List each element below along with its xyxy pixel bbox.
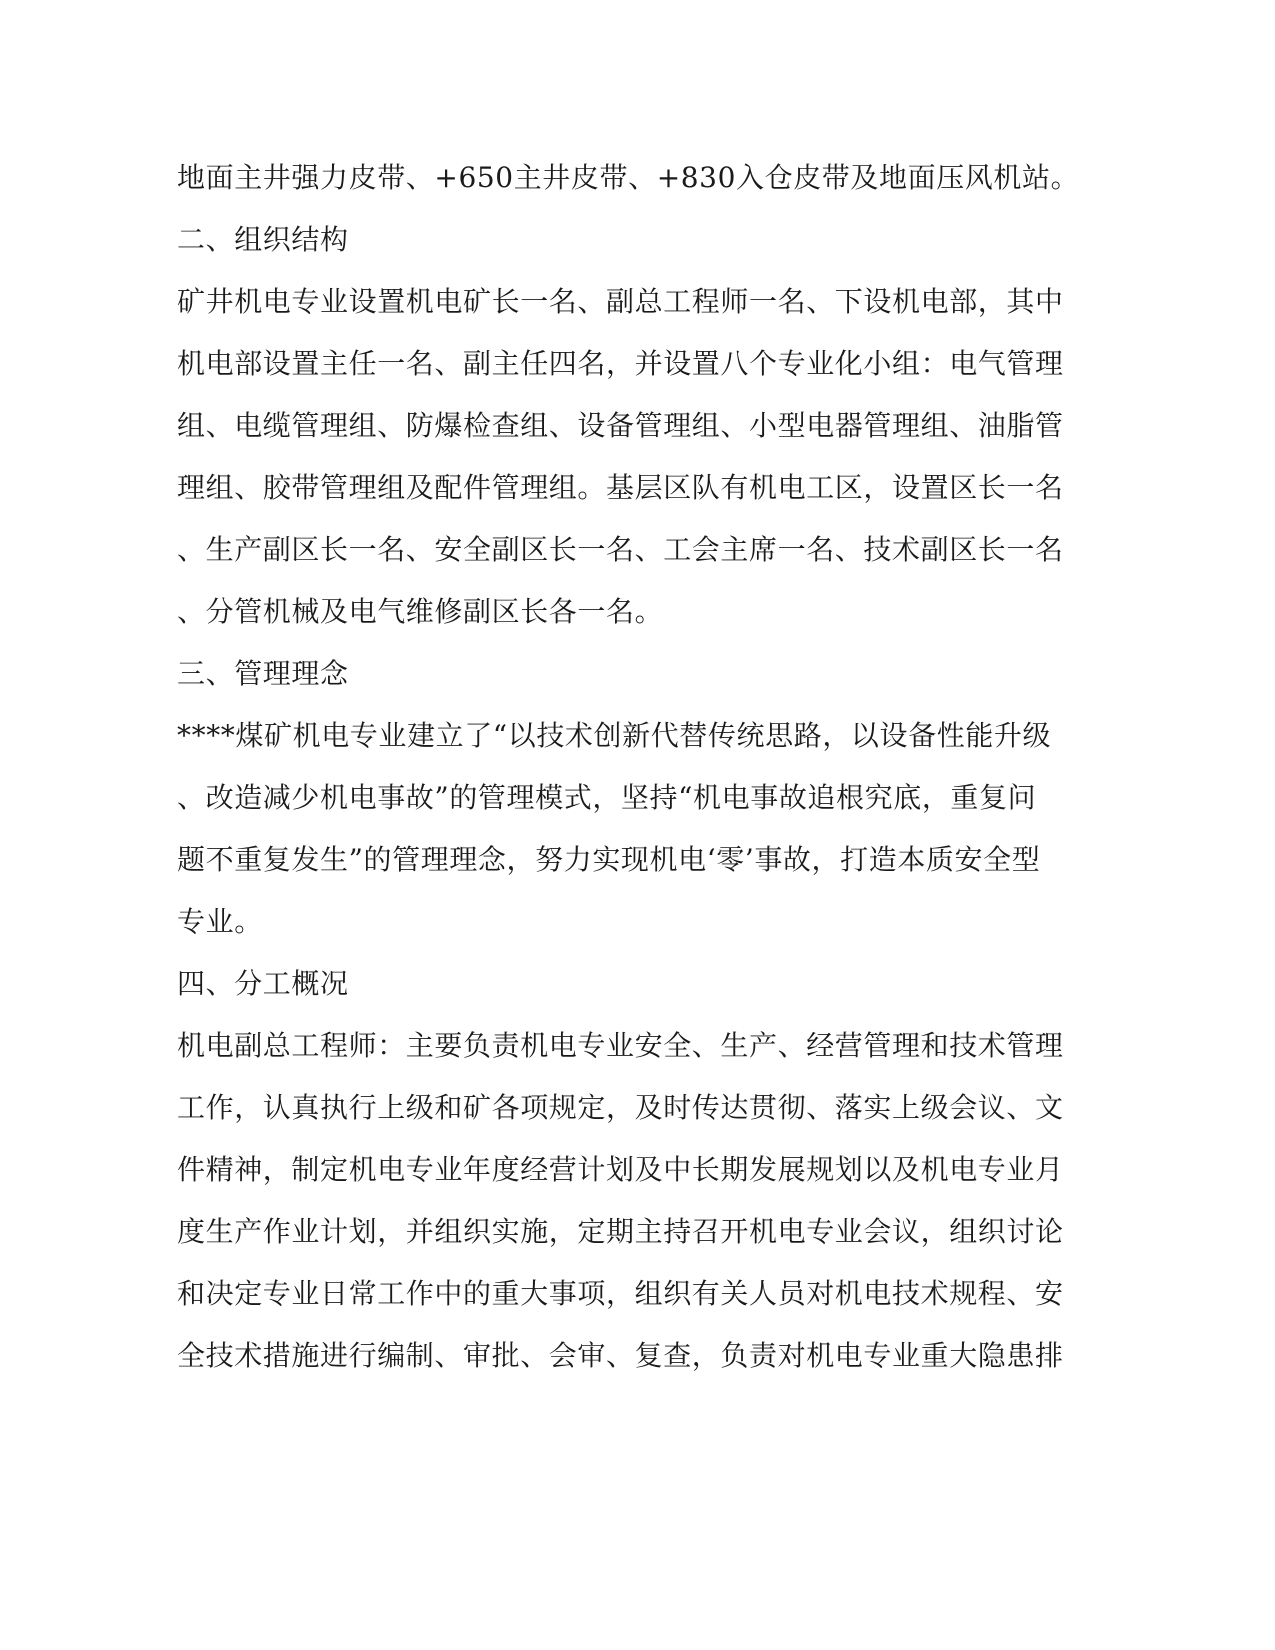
text-line: 工作，认真执行上级和矿各项规定，及时传达贯彻、落实上级会议、文 xyxy=(177,1091,1064,1124)
text-line: 题不重复发生”的管理理念，努力实现机电‘零’事故，打造本质安全型 xyxy=(177,843,1041,876)
text-line: 件精神，制定机电专业年度经营计划及中长期发展规划以及机电专业月 xyxy=(177,1153,1064,1186)
text-line: ****煤矿机电专业建立了“以技术创新代替传统思路，以设备性能升级 xyxy=(177,719,1052,752)
text-line: 、生产副区长一名、安全副区长一名、工会主席一名、技术副区长一名 xyxy=(177,533,1064,566)
text-line: 、分管机械及电气维修副区长各一名。 xyxy=(177,595,664,628)
text-line: 组、电缆管理组、防爆检查组、设备管理组、小型电器管理组、油脂管 xyxy=(177,409,1064,442)
text-line: 、改造减少机电事故”的管理模式，坚持“机电事故追根究底，重复问 xyxy=(177,781,1037,814)
text-line: 机电部设置主任一名、副主任四名，并设置八个专业化小组：电气管理 xyxy=(177,347,1064,380)
text-line: 地面主井强力皮带、+650主井皮带、+830入仓皮带及地面压风机站。 xyxy=(177,161,1080,194)
text-line: 矿井机电专业设置机电矿长一名、副总工程师一名、下设机电部，其中 xyxy=(177,285,1064,318)
text-line: 和决定专业日常工作中的重大事项，组织有关人员对机电技术规程、安 xyxy=(177,1277,1064,1310)
text-line: 度生产作业计划，并组织实施，定期主持召开机电专业会议，组织讨论 xyxy=(177,1215,1064,1248)
section-heading: 二、组织结构 xyxy=(177,223,349,256)
text-line: 全技术措施进行编制、审批、会审、复查，负责对机电专业重大隐患排 xyxy=(177,1339,1064,1372)
section-heading: 三、管理理念 xyxy=(177,657,349,690)
text-line: 专业。 xyxy=(177,905,263,938)
section-heading: 四、分工概况 xyxy=(177,967,349,1000)
text-line: 机电副总工程师：主要负责机电专业安全、生产、经营管理和技术管理 xyxy=(177,1029,1064,1062)
text-line: 理组、胶带管理组及配件管理组。基层区队有机电工区，设置区长一名 xyxy=(177,471,1064,504)
